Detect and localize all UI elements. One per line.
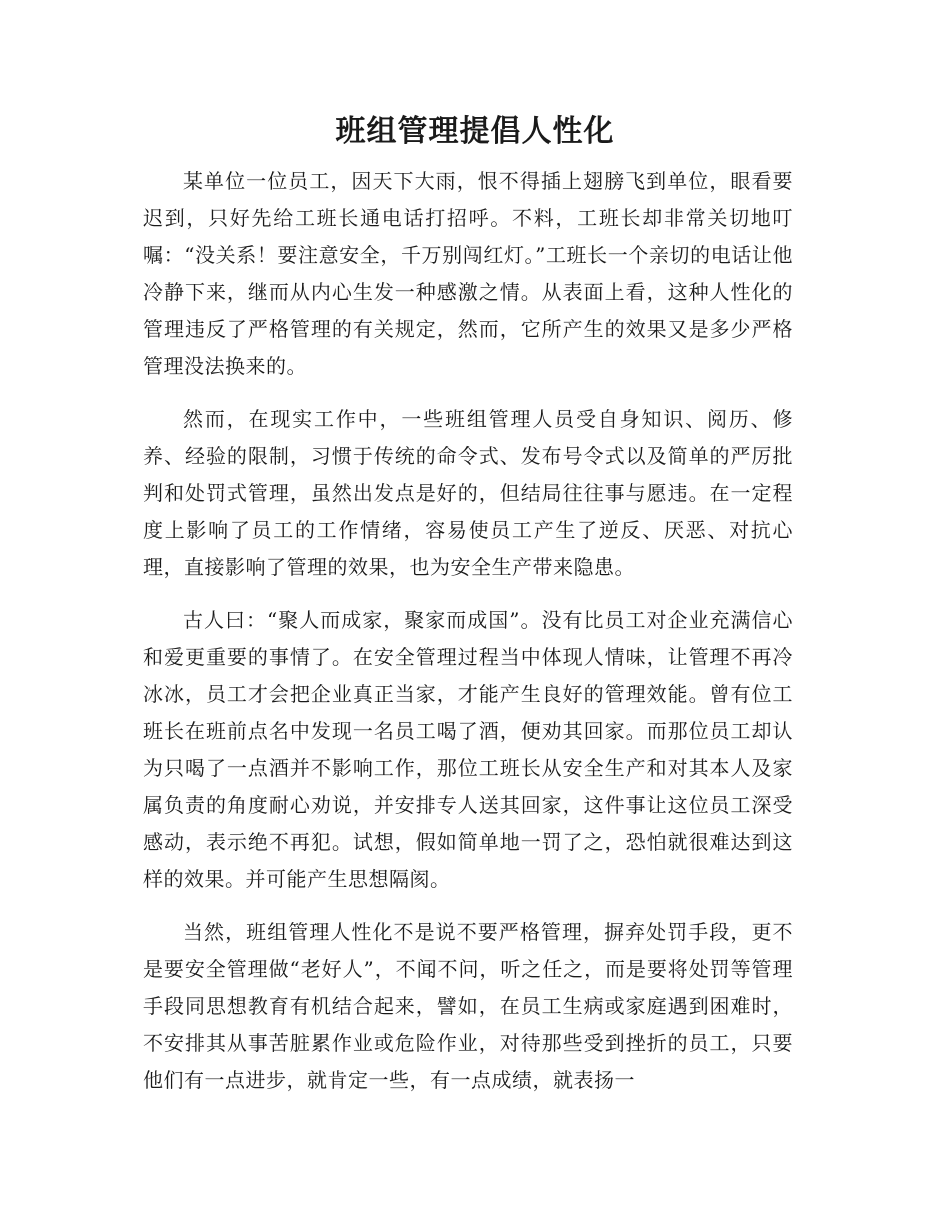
paragraph-2: 然而，在现实工作中，一些班组管理人员受自身知识、阅历、修养、经验的限制，习惯于传统的命令式、发布号令式以及简单的严厉批判和处罚式管理，虽然出发点是好的，但结局往往事与愿违。在一定程度上影响了员工的工作情绪，容易使员工产生了逆反、厌恶、对抗心理，直接影响了管理的效果，也为安全生产带来隐患。 [143, 407, 793, 579]
paragraph-1: 某单位一位员工，因天下大雨，恨不得插上翅膀飞到单位，眼看要迟到，只好先给工班长通电话打招呼。不料，工班长却非常关切地叮嘱：“没关系！要注意安全，千万别闯红灯。”工班长一个亲切的电话让他冷静下来，继而从内心生发一种感激之情。从表面上看，这种人性化的管理违反了严格管理的有关规定，然而，它所产生的效果又是多少严格管理没法换来的。 [143, 169, 793, 378]
document-body [143, 163, 793, 1115]
paragraph-4: 当然，班组管理人性化不是说不要严格管理，摒弃处罚手段，更不是要安全管理做“老好人”，不闻不问，听之任之，而是要将处罚等管理手段同思想教育有机结合起来，譬如，在员工生病或家庭遇到困难时，不安排其从事苦脏累作业或危险作业，对待那些受到挫折的员工，只要他们有一点进步，就肯定一些，有一点成绩，就表扬一 [143, 920, 793, 1092]
document-title: 班组管理提倡人性化 [335, 114, 615, 149]
paragraph-3: 古人曰：“聚人而成家，聚家而成国”。没有比员工对企业充满信心和爱更重要的事情了。在安全管理过程当中体现人情味，让管理不再冷冰冰，员工才会把企业真正当家，才能产生良好的管理效能。曾有位工班长在班前点名中发现一名员工喝了酒，便劝其回家。而那位员工却认为只喝了一点酒并不影响工作，那位工班长从安全生产和对其本人及家属负责的角度耐心劝说，并安排专人送其回家，这件事让这位员工深受感动，表示绝不再犯。试想，假如简单地一罚了之，恐怕就很难达到这样的效果。并可能产生思想隔阂。 [143, 608, 793, 891]
